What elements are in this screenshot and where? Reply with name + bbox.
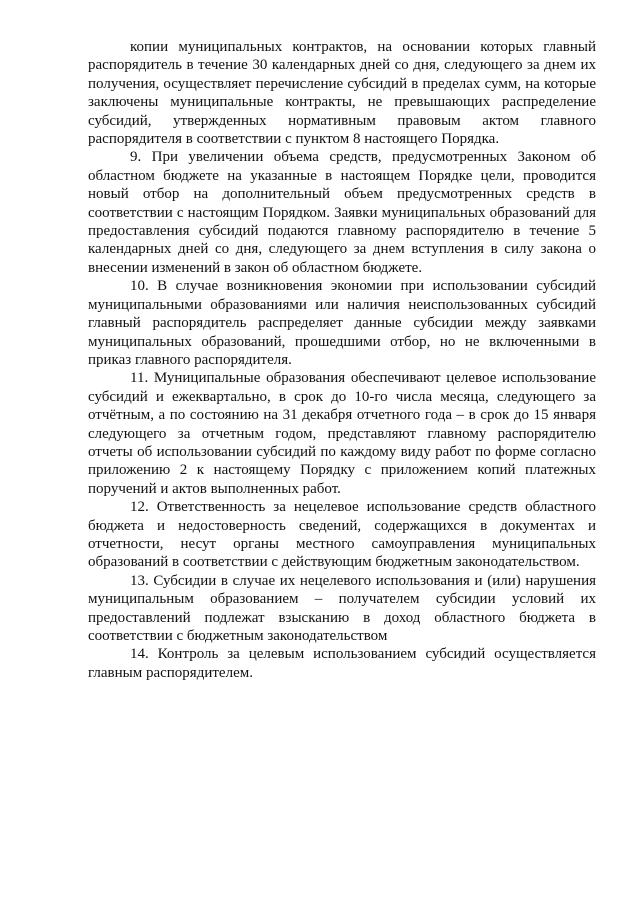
document-page bbox=[88, 38, 596, 682]
paragraph-13: 13. Субсидии в случае их нецелевого использования и (или) нарушения муниципальным образованием – получателем субсидии условий их предоставлений подлежат взысканию в доход областного бюджета в соответствии с бюджетным законодательством bbox=[88, 572, 596, 644]
paragraph-10: 10. В случае возникновения экономии при использовании субсидий муниципальными образованиями или наличия неиспользованных субсидий главный распорядитель распределяет данные субсидии между заявками муниципальных образований, прошедшими отбор, но не включенными в приказ главного распорядителя. bbox=[88, 278, 596, 368]
paragraph-11: 11. Муниципальные образования обеспечивают целевое использование субсидий и ежеквартально, в срок до 10-го числа месяца, следующего за отчётным, а по состоянию на 31 декабря отчетного года – в срок до 15 января следующего за отчетным годом, представляют главному распорядителю отчеты об использовании субсидий по каждому виду работ по форме согласно приложению 2 к настоящему Порядку с приложением копий платежных поручений и актов выполненных работ. bbox=[88, 370, 596, 497]
paragraph-9: 9. При увеличении объема средств, предусмотренных Законом об областном бюджете на указанные в настоящем Порядке цели, проводится новый отбор на дополнительный объем предусмотренных средств в соответствии с настоящим Порядком. Заявки муниципальных образований для предоставления субсидий подаются главному распорядителю в течение 5 календарных дней со дня, следующего за днем вступления в силу закона о внесении изменений в закон об областном бюджете. bbox=[88, 149, 596, 276]
paragraph-12: 12. Ответственность за нецелевое использование средств областного бюджета и недостоверность сведений, содержащихся в документах и отчетности, несут органы местного самоуправления муниципальных образований в соответствии с действующим бюджетным законодательством. bbox=[88, 499, 596, 571]
paragraph-continuation: копии муниципальных контрактов, на основании которых главный распорядитель в течение 30 календарных дней со дня, следующего за днем их получения, осуществляет перечисление субсидий в пределах сумм, на которые заключены муниципальные контракты, не превышающих распределение субсидий, утвержденных нормативным правовым актом главного распорядителя в соответствии с пунктом 8 настоящего Порядка. bbox=[88, 39, 596, 148]
paragraph-14: 14. Контроль за целевым использованием субсидий осуществляется главным распорядителем. bbox=[88, 646, 596, 681]
